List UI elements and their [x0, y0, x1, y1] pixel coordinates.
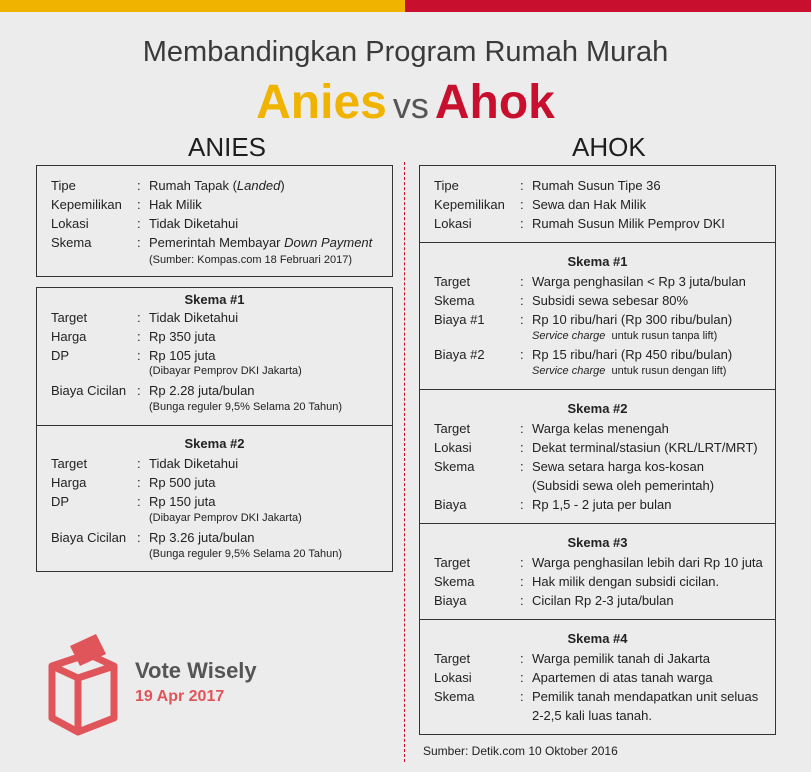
anies-skema1-title: Skema #1	[184, 292, 245, 307]
ahok-skema2-note: (Subsidi sewa oleh pemerintah)	[532, 478, 715, 493]
anies-name: Anies	[256, 76, 387, 129]
ahok-skema1-title: Skema #1	[567, 254, 628, 269]
top-bar-red	[405, 0, 811, 12]
ahok-box: Tipe : Rumah Susun Tipe 36 Kepemilikan : Sewa dan Hak Milik Lokasi : Rumah Susun Milik Pemprov DKI Skema #1 Target : Warga penghasilan < Rp 3 juta/bulan Skema : Subsidi sewa sebesar 80% Biaya #1 : Rp 10 ribu/hari (Rp 300 ribu/bulan) Service charge untuk rusun tanpa lift) Biaya #2 : Rp 15 ribu/hari (Rp 450 ribu/bulan) Service charge untuk rusun dengan lift) Skema #2 Target : Warga kelas menengah Lokasi : Dekat terminal/stasiun (KRL/LRT/MRT) Skema : Sewa setara harga kos-kosan (Subsidi sewa oleh pemerintah) Biaya : Rp 1,5 - 2 juta per bulan Skema #3 Target : Warga penghasilan lebih dari Rp 10 juta Skema : Hak milik dengan subsidi cicilan. Biaya : Cicilan Rp 2-3 juta/bulan Skema #4 Target : Warga pemilik tanah di Jakarta Lokasi : Apartemen di atas tanah warga Skema : Pemilik tanah mendapatkan unit seluas 2-2,5 kali luas tanah.	[419, 165, 776, 735]
ahok-name: Ahok	[434, 76, 555, 129]
anies-column-heading: ANIES	[188, 132, 267, 162]
anies-skema1-dp-note: (Dibayar Pemprov DKI Jakarta)	[149, 365, 302, 377]
ballot-box-icon	[30, 628, 130, 748]
anies-skema2-dp-note: (Dibayar Pemprov DKI Jakarta)	[149, 512, 302, 524]
ahok-skema2-title: Skema #2	[567, 401, 628, 416]
column-divider	[404, 162, 405, 762]
top-bar-yellow	[0, 0, 405, 12]
ahok-section-divider	[420, 242, 775, 243]
ahok-column-heading: AHOK	[572, 132, 646, 162]
anies-skema-box: Skema #1 Target : Tidak Diketahui Harga : Rp 350 juta DP : Rp 105 juta (Dibayar Pemprov DKI Jakarta) Biaya Cicilan : Rp 2.28 juta/bulan (Bunga reguler 9,5% Selama 20 Tahun) Skema #2 Target : Tidak Diketahui Harga : Rp 500 juta DP : Rp 150 juta (Dibayar Pemprov DKI Jakarta) Biaya Cicilan : Rp 3.26 juta/bulan (Bunga reguler 9,5% Selama 20 Tahun)	[36, 287, 393, 572]
anies-skema2-title: Skema #2	[184, 436, 245, 451]
ahok-skema1-note2: Service charge untuk rusun dengan lift)	[532, 365, 727, 377]
ahok-section-divider	[420, 523, 775, 524]
ahok-source: Sumber: Detik.com 10 Oktober 2016	[423, 744, 618, 758]
anies-skema-divider	[37, 425, 392, 426]
ahok-section-divider	[420, 389, 775, 390]
ahok-skema3-title: Skema #3	[567, 535, 628, 550]
vs-label: vs	[392, 85, 429, 126]
anies-skema1-cicilan-note: (Bunga reguler 9,5% Selama 20 Tahun)	[149, 401, 343, 413]
anies-info-note: (Sumber: Kompas.com 18 Februari 2017)	[149, 254, 352, 266]
ahok-skema1-note1: Service charge untuk rusun tanpa lift)	[532, 330, 718, 342]
anies-info-box: Tipe : Rumah Tapak (Landed) Kepemilikan : Hak Milik Lokasi : Tidak Diketahui Skema : Pemerintah Membayar Down Payment (Sumber: Kompas.com 18 Februari 2017)	[36, 165, 393, 277]
page-title: Membandingkan Program Rumah Murah	[142, 36, 669, 68]
ahok-skema4-title: Skema #4	[567, 631, 628, 646]
ahok-section-divider	[420, 619, 775, 620]
anies-skema2-cicilan-note: (Bunga reguler 9,5% Selama 20 Tahun)	[149, 548, 343, 560]
vote-date: 19 Apr 2017	[135, 688, 225, 705]
versus-heading	[0, 74, 811, 135]
vote-wisely-label: Vote Wisely	[135, 658, 257, 683]
ahok-skema4-cont: 2-2,5 kali luas tanah.	[532, 708, 652, 723]
